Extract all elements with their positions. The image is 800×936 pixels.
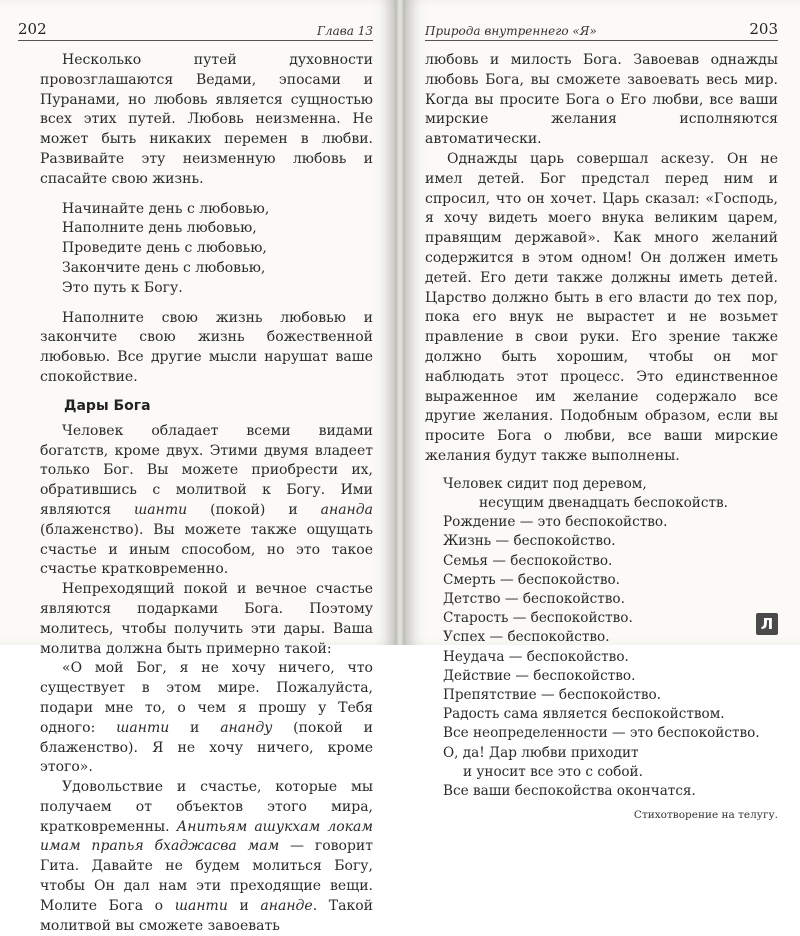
section-heading: Дары Бога: [64, 397, 151, 414]
left-paragraph-3: Человек обладает всеми видами богатств, кроме двух. Этими двумя владеет только Бог. Вы можете приобрести их, обратившись с молитвой к Богу. Ими являются шанти (покой) и ананда (блаженство). Вы можете также ощущать счастье и иным способом, но это такое счастье кратковременно.: [40, 422, 373, 578]
left-page: [0, 0, 395, 934]
poem-line: Рождение — это беспокойство.: [443, 514, 668, 531]
right-paragraph-2: Однажды царь совершал аскезу. Он не имел детей. Бог предстал перед ним и спросил, что он хочет. Царь сказал: «Господь, я хочу видеть моего внука великим царем, правящим державой». Как много желаний содержится в этом одном! Он должен иметь детей. Его дети также должны иметь детей. Царство должно быть в его власти до тех пор, пока его внук не вырастет и не возьмет правление в свои руки. Его зрение также должно быть хорошим, чтобы он мог наблюдать этот процесс. Это единственное выраженное им желание содержало все другие желания. Подобным образом, если вы просите Бога о любви, все ваши мирские желания будут также выполнены.: [425, 150, 778, 464]
left-page-number: 202: [18, 20, 47, 38]
worries-poem: [443, 475, 778, 801]
poem-line: Начинайте день с любовью,: [62, 200, 270, 217]
poem-line: О, да! Дар любви приходит: [443, 744, 639, 761]
poem-line: Человек сидит под деревом,: [443, 475, 647, 492]
left-page-header: [18, 8, 373, 41]
poem-line: Семья — беспокойство.: [443, 552, 613, 569]
poem-line: Действие — беспокойство.: [443, 667, 636, 684]
poem-line: и уносит все это с собой.: [463, 763, 643, 780]
publisher-logo-icon: Л: [756, 613, 778, 635]
book-spine-gutter: [395, 0, 405, 645]
love-poem: [62, 200, 373, 299]
poem-line: Детство — беспокойство.: [443, 590, 625, 607]
poem-line: Смерть — беспокойство.: [443, 571, 620, 588]
poem-line: Препятствие — беспокойство.: [443, 686, 662, 703]
poem-line: несущим двенадцать беспокойств.: [479, 494, 728, 511]
right-page-number: 203: [749, 20, 778, 38]
poem-line: Жизнь — беспокойство.: [443, 533, 616, 550]
left-paragraph-1: Несколько путей духовности провозглашаются Ведами, эпосами и Пуранами, но любовь является сущностью всех этих путей. Любовь неизменна. Не может быть никаких перемен в любви. Развивайте эту неизменную любовь и спасайте свою жизнь.: [40, 52, 373, 187]
left-paragraph-6: Удовольствие и счастье, которые мы получаем от объектов этого мира, кратковременны. Анитьям ашукхам локам имам прапья бхаджасва мам — говорит Гита. Давайте не будем молиться Богу, чтобы Он дал нам эти преходящие вещи. Молите Бога о шанти и ананде. Такой молитвой вы сможете завоевать: [40, 779, 374, 934]
poem-line: Все неопределенности — это беспокойство.: [443, 725, 760, 742]
poem-line: Наполните день любовью,: [62, 220, 257, 237]
poem-line: Проведите день с любовью,: [62, 240, 267, 257]
right-page-header: [425, 8, 778, 41]
poem-line: Радость сама является беспокойством.: [443, 706, 725, 723]
poem-line: Успех — беспокойство.: [443, 629, 610, 646]
right-running-title: Природа внутреннего «Я»: [425, 24, 597, 38]
footnote: Стихотворение на телугу.: [633, 809, 778, 822]
left-paragraph-4: Непреходящий покой и вечное счастье являются подарками Бога. Поэтому молитесь, чтобы получить эти дары. Ваша молитва должна быть примерно такой:: [40, 581, 373, 657]
poem-line: Все ваши беспокойства окончатся.: [443, 782, 696, 799]
right-paragraph-1: любовь и милость Бога. Завоевав однажды любовь Бога, вы сможете завоевать весь мир. Когда вы просите Бога о Его любви, все ваши мирские желания исполняются автоматически.: [425, 52, 778, 148]
right-page: [405, 0, 800, 822]
poem-line: Неудача — беспокойство.: [443, 648, 629, 665]
poem-line: Старость — беспокойство.: [443, 610, 633, 627]
poem-line: Это путь к Богу.: [62, 279, 183, 296]
poem-line: Закончите день с любовью,: [62, 259, 266, 276]
left-chapter-title: Глава 13: [317, 24, 373, 38]
left-paragraph-2: Наполните свою жизнь любовью и закончите свою жизнь божественной любовью. Все другие мысли нарушат ваше спокойствие.: [40, 309, 373, 385]
prayer-paragraph: «О мой Бог, я не хочу ничего, что существует в этом мире. Пожалуйста, подари мне то, о чем я прошу у Тебя одного: шанти и ананду (покой и блаженство). Я не хочу ничего, кроме этого».: [40, 660, 374, 776]
